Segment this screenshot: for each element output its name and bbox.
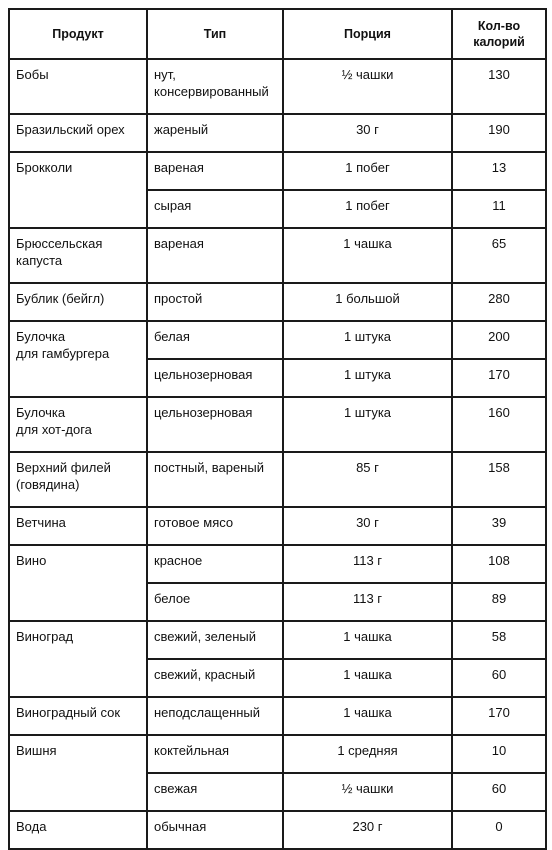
type-line: свежий, красный <box>154 667 256 682</box>
product-name-line: Виноград <box>16 629 74 644</box>
product-name-line: Верхний филей <box>16 460 111 475</box>
table-header <box>9 9 546 59</box>
product-name-line: Бублик (бейгл) <box>16 291 105 306</box>
table-row <box>9 697 546 735</box>
table-row <box>9 114 546 152</box>
cell-portion: 1 побег <box>283 152 452 190</box>
cell-portion: 1 штука <box>283 359 452 397</box>
cell-product <box>9 321 147 397</box>
product-name-line: Булочка <box>16 405 66 420</box>
cell-calories: 0 <box>452 811 546 849</box>
cell-type <box>147 397 283 452</box>
cell-portion: 1 штука <box>283 397 452 452</box>
cell-portion: 113 г <box>283 583 452 621</box>
product-name-line: Вино <box>16 553 47 568</box>
product-name-line: Брюссельская <box>16 236 103 251</box>
header-portion: Порция <box>283 9 452 59</box>
product-name-line: для хот-дога <box>16 422 92 437</box>
cell-product <box>9 697 147 735</box>
product-name-line: капуста <box>16 253 63 268</box>
cell-type <box>147 621 283 659</box>
type-line: неподслащенный <box>154 705 261 720</box>
cell-portion: 1 побег <box>283 190 452 228</box>
cell-type <box>147 545 283 583</box>
cell-product <box>9 452 147 507</box>
product-name-line: (говядина) <box>16 477 80 492</box>
cell-calories: 39 <box>452 507 546 545</box>
cell-type <box>147 359 283 397</box>
cell-type <box>147 228 283 283</box>
cell-type <box>147 583 283 621</box>
product-name-line: Виноградный сок <box>16 705 121 720</box>
type-line: коктейльная <box>154 743 230 758</box>
type-line: белое <box>154 591 191 606</box>
cell-type <box>147 452 283 507</box>
cell-calories: 158 <box>452 452 546 507</box>
cell-type <box>147 152 283 190</box>
product-name-line: Бразильский орех <box>16 122 125 137</box>
cell-calories: 89 <box>452 583 546 621</box>
cell-calories: 170 <box>452 697 546 735</box>
header-type: Тип <box>147 9 283 59</box>
cell-portion: 1 большой <box>283 283 452 321</box>
cell-product <box>9 621 147 697</box>
table-row <box>9 735 546 773</box>
cell-product <box>9 59 147 114</box>
type-line: нут, <box>154 67 176 82</box>
type-line: вареная <box>154 236 204 251</box>
product-name-line: Брокколи <box>16 160 73 175</box>
type-line: цельнозерновая <box>154 367 253 382</box>
cell-portion: 230 г <box>283 811 452 849</box>
product-name-line: Булочка <box>16 329 66 344</box>
cell-calories: 200 <box>452 321 546 359</box>
cell-portion: 1 чашка <box>283 697 452 735</box>
cell-type <box>147 659 283 697</box>
header-calories-line2: калорий <box>473 35 525 49</box>
header-calories <box>452 9 546 59</box>
product-name-line: для гамбургера <box>16 346 110 361</box>
table-row <box>9 545 546 583</box>
cell-product <box>9 397 147 452</box>
cell-type <box>147 735 283 773</box>
type-line: сырая <box>154 198 192 213</box>
cell-calories: 170 <box>452 359 546 397</box>
cell-product <box>9 507 147 545</box>
cell-portion: 1 чашка <box>283 659 452 697</box>
table-row <box>9 283 546 321</box>
product-name-line: Ветчина <box>16 515 66 530</box>
cell-portion: 1 чашка <box>283 621 452 659</box>
header-product: Продукт <box>9 9 147 59</box>
cell-type <box>147 321 283 359</box>
product-name-line: Вишня <box>16 743 57 758</box>
type-line: вареная <box>154 160 204 175</box>
cell-portion: 113 г <box>283 545 452 583</box>
type-line: готовое мясо <box>154 515 234 530</box>
cell-calories: 10 <box>452 735 546 773</box>
cell-calories: 58 <box>452 621 546 659</box>
header-calories-line1: Кол-во <box>477 19 521 33</box>
calorie-table <box>8 8 547 850</box>
cell-calories: 60 <box>452 773 546 811</box>
cell-type <box>147 697 283 735</box>
cell-calories: 11 <box>452 190 546 228</box>
cell-product <box>9 228 147 283</box>
type-line: белая <box>154 329 190 344</box>
cell-type <box>147 59 283 114</box>
type-line: свежий, зеленый <box>154 629 257 644</box>
table-row <box>9 152 546 190</box>
type-line: жареный <box>154 122 209 137</box>
type-line: консервированный <box>154 84 269 99</box>
cell-portion: 30 г <box>283 507 452 545</box>
cell-type <box>147 283 283 321</box>
cell-portion: 1 средняя <box>283 735 452 773</box>
cell-portion: 30 г <box>283 114 452 152</box>
table-row <box>9 59 546 114</box>
cell-portion: 1 чашка <box>283 228 452 283</box>
cell-calories: 108 <box>452 545 546 583</box>
table-row <box>9 397 546 452</box>
type-line: свежая <box>154 781 198 796</box>
table-row <box>9 228 546 283</box>
cell-type <box>147 114 283 152</box>
cell-product <box>9 545 147 621</box>
cell-type <box>147 507 283 545</box>
cell-type <box>147 190 283 228</box>
cell-calories: 130 <box>452 59 546 114</box>
cell-calories: 13 <box>452 152 546 190</box>
type-line: цельнозерновая <box>154 405 253 420</box>
type-line: обычная <box>154 819 207 834</box>
cell-product <box>9 152 147 228</box>
type-line: постный, вареный <box>154 460 264 475</box>
table-row <box>9 321 546 359</box>
cell-calories: 65 <box>452 228 546 283</box>
cell-product <box>9 283 147 321</box>
cell-calories: 190 <box>452 114 546 152</box>
type-line: красное <box>154 553 203 568</box>
cell-calories: 280 <box>452 283 546 321</box>
cell-portion: ½ чашки <box>283 59 452 114</box>
header-row <box>9 9 546 59</box>
table-body <box>9 59 546 849</box>
table-row <box>9 452 546 507</box>
cell-calories: 160 <box>452 397 546 452</box>
product-name-line: Вода <box>16 819 47 834</box>
type-line: простой <box>154 291 203 306</box>
cell-calories: 60 <box>452 659 546 697</box>
cell-type <box>147 811 283 849</box>
cell-product <box>9 811 147 849</box>
product-name-line: Бобы <box>16 67 49 82</box>
table-row <box>9 811 546 849</box>
cell-product <box>9 114 147 152</box>
cell-portion: ½ чашки <box>283 773 452 811</box>
cell-portion: 85 г <box>283 452 452 507</box>
table-row <box>9 507 546 545</box>
cell-portion: 1 штука <box>283 321 452 359</box>
table-row <box>9 621 546 659</box>
cell-type <box>147 773 283 811</box>
